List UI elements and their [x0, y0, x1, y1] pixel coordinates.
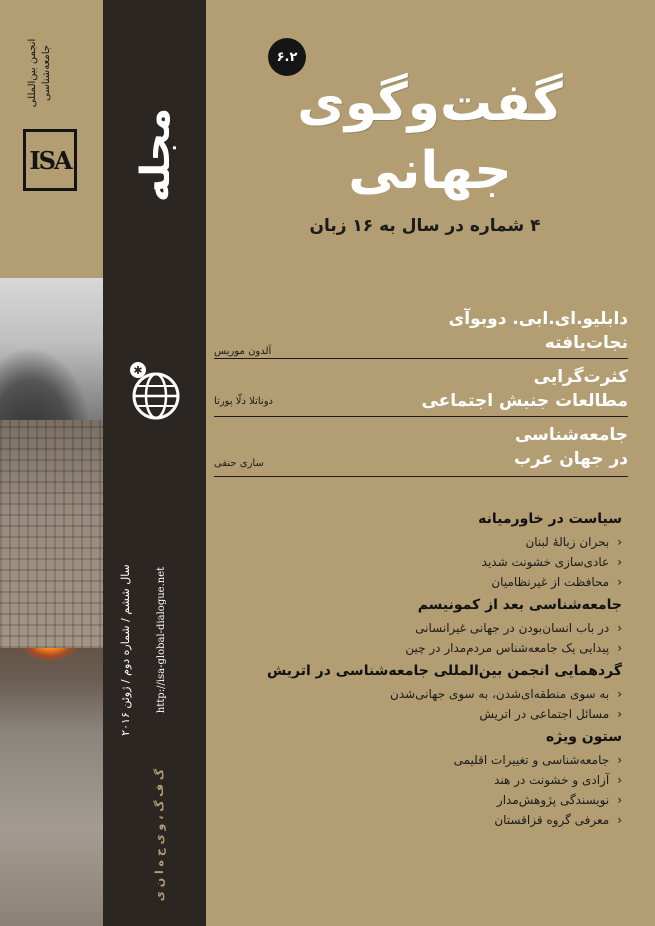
list-item-label: عادی‌سازی خشونت شدید — [481, 555, 610, 569]
chevron-left-icon: ‹ — [617, 535, 622, 549]
section-heading: جامعه‌شناسی بعد از کمونیسم — [417, 597, 622, 613]
feature-divider — [214, 416, 628, 417]
list-item-label: نویسندگی پژوهش‌مدار — [496, 793, 610, 807]
left-strip — [0, 0, 103, 926]
chevron-left-icon: ‹ — [617, 793, 622, 807]
chevron-left-icon: ‹ — [617, 555, 622, 569]
tagline: ۴ شماره در سال به ۱۶ زبان — [309, 216, 541, 236]
chevron-left-icon: ‹ — [617, 813, 622, 827]
isa-logo — [23, 129, 77, 191]
spine-issue-info: سال ششم / شماره دوم / ژوئن ۲۰۱۶ — [119, 564, 132, 736]
feature-3-title2: در جهان عرب — [514, 449, 628, 469]
feature-1[interactable] — [214, 308, 628, 356]
svg-text:✱: ✱ — [133, 364, 143, 377]
feature-divider — [214, 358, 628, 359]
feature-3-author: ساری حنفی — [214, 458, 264, 469]
feature-2[interactable] — [214, 366, 628, 414]
table-of-contents — [214, 506, 628, 830]
spine-magazine-label: مجله — [133, 107, 179, 203]
list-item-label: در باب انسان‌بودن در جهانی غیرانسانی — [415, 621, 610, 635]
feature-2-author: دوناتلا دلّا پورتا — [214, 396, 273, 407]
section-heading: ستون ویژه — [545, 729, 622, 745]
isa-name — [26, 18, 70, 128]
feature-2-title1: کثرت‌گرایی — [533, 367, 628, 387]
magazine-title-line2: جهانی — [348, 141, 512, 201]
chevron-left-icon: ‹ — [617, 575, 622, 589]
isa-name-line2: جامعه‌شناسی — [41, 45, 52, 101]
list-item[interactable] — [214, 790, 628, 810]
list-item-label: محافظت از غیرنظامیان — [491, 575, 610, 589]
feature-3-title1: جامعه‌شناسی — [514, 425, 628, 445]
feature-1-title1: دابلیو.ای.ابی. دوبوآی — [448, 309, 628, 329]
chevron-left-icon: ‹ — [617, 621, 622, 635]
chevron-left-icon: ‹ — [617, 707, 622, 721]
list-item-label: معرفی گروه قزاقستان — [494, 813, 610, 827]
magazine-title-line1: گفت‌وگوی — [297, 73, 563, 133]
feature-1-title2: نجات‌یافته — [544, 333, 628, 353]
list-item[interactable] — [214, 684, 628, 704]
list-item[interactable] — [214, 532, 628, 552]
chevron-left-icon: ‹ — [617, 773, 622, 787]
list-item[interactable] — [214, 750, 628, 770]
spine-url[interactable]: http://isa-global-dialogue.net — [156, 566, 167, 714]
chevron-left-icon: ‹ — [617, 641, 622, 655]
chevron-left-icon: ‹ — [617, 687, 622, 701]
spine-languages: گ ف گ ، و ی ج ه ا ن ی — [153, 768, 166, 902]
feature-2-title2: مطالعات جنبش اجتماعی — [421, 391, 628, 411]
list-item[interactable] — [214, 704, 628, 724]
section-heading: گردهمایی انجمن بین‌المللی جامعه‌شناسی در اتریش — [266, 663, 622, 679]
list-item-label: آزادی و خشونت در هند — [494, 773, 610, 787]
feature-3[interactable] — [214, 424, 628, 474]
list-item[interactable] — [214, 572, 628, 592]
list-item-label: جامعه‌شناسی و تغییرات اقلیمی — [453, 753, 610, 767]
list-item-label: بحران زبالهٔ لبنان — [525, 535, 610, 549]
list-item[interactable] — [214, 552, 628, 572]
list-item[interactable] — [214, 618, 628, 638]
cover-photo-buildings — [0, 420, 103, 648]
list-item[interactable] — [214, 638, 628, 658]
globe-icon — [124, 358, 188, 422]
issue-badge: ۶.۲ — [268, 38, 306, 76]
isa-logo-text: ISA — [29, 145, 71, 175]
list-item-label: مسائل اجتماعی در اتریش — [479, 707, 610, 721]
section-heading: سیاست در خاورمیانه — [478, 511, 622, 527]
list-item[interactable] — [214, 770, 628, 790]
list-item-label: به سوی منطقه‌ای‌شدن، به سوی جهانی‌شدن — [390, 687, 610, 701]
feature-1-author: آلدون موریس — [214, 346, 272, 357]
list-item[interactable] — [214, 810, 628, 830]
chevron-left-icon: ‹ — [617, 753, 622, 767]
feature-divider — [214, 476, 628, 477]
isa-name-line1: انجمن بین‌المللی — [27, 38, 38, 108]
list-item-label: پیدایی یک جامعه‌شناس مردم‌مدار در چین — [405, 641, 610, 655]
